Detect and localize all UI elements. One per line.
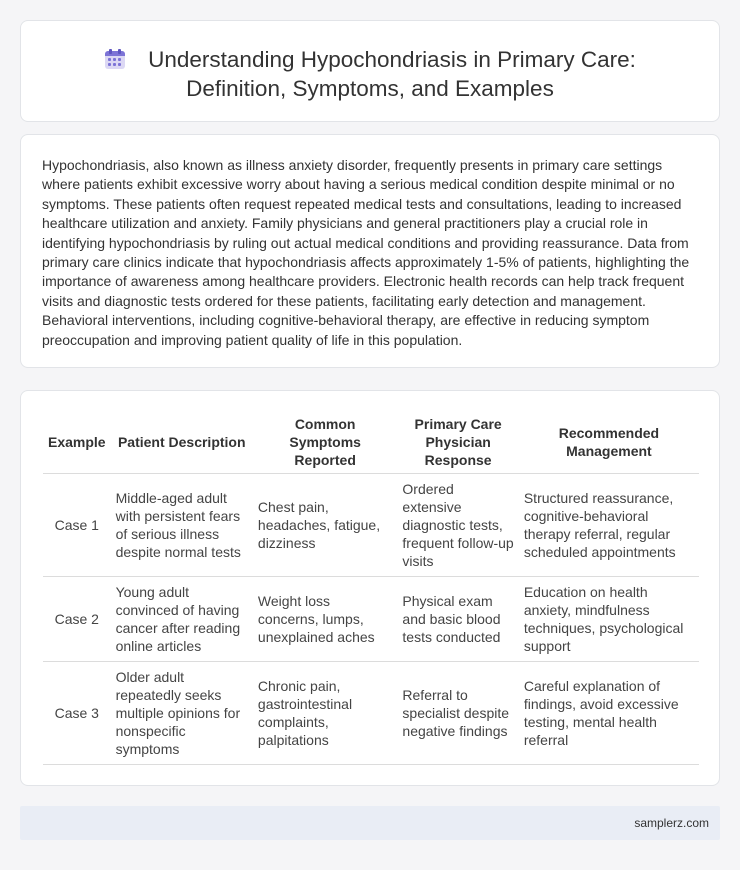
- cell-management: Structured reassurance, cognitive-behavioral therapy referral, regular scheduled appointments: [519, 473, 699, 576]
- cell-symptoms: Chronic pain, gastrointestinal complaints, palpitations: [253, 661, 398, 764]
- page-title-line1: Understanding Hypochondriasis in Primary Care:: [148, 47, 636, 72]
- cell-management: Education on health anxiety, mindfulness techniques, psychological support: [519, 576, 699, 661]
- cell-description: Young adult convinced of having cancer after reading online articles: [111, 576, 253, 661]
- page-title: [21, 45, 719, 103]
- calendar-icon: [104, 49, 126, 69]
- header-common-symptoms: Common Symptoms Reported: [253, 411, 398, 473]
- footer-site-link[interactable]: samplerz.com: [634, 816, 709, 830]
- title-card: [20, 20, 720, 122]
- table-card: [20, 390, 720, 786]
- header-example: Example: [43, 411, 111, 473]
- examples-table: [43, 411, 699, 765]
- footer: [20, 806, 720, 840]
- header-recommended-management: Recommended Management: [519, 411, 699, 473]
- intro-card: [20, 134, 720, 368]
- table-row: [43, 661, 699, 764]
- cell-description: Middle-aged adult with persistent fears of serious illness despite normal tests: [111, 473, 253, 576]
- cell-example: Case 3: [43, 661, 111, 764]
- table-row: [43, 473, 699, 576]
- intro-paragraph: Hypochondriasis, also known as illness anxiety disorder, frequently presents in primary care settings where patients exhibit excessive worry about having a serious medical condition despite minimal or no symptoms. These patients often request repeated medical tests and consultations, leading to increased healthcare utilization and anxiety. Family physicians and general practitioners play a crucial role in identifying hypochondriasis by ruling out actual medical conditions and providing reassurance. Data from primary care clinics indicate that hypochondriasis affects approximately 1-5% of patients, highlighting the importance of awareness among healthcare providers. Electronic health records can help track frequent visits and diagnostic tests ordered for these patients, facilitating early detection and management. Behavioral interventions, including cognitive-behavioral therapy, are effective in reducing symptom preoccupation and improving patient quality of life in this population.: [42, 157, 690, 348]
- page-title-line2: Definition, Symptoms, and Examples: [186, 76, 554, 101]
- cell-response: Physical exam and basic blood tests conducted: [397, 576, 518, 661]
- cell-response: Referral to specialist despite negative findings: [397, 661, 518, 764]
- cell-response: Ordered extensive diagnostic tests, frequent follow-up visits: [397, 473, 518, 576]
- table-header-row: [43, 411, 699, 473]
- table-row: [43, 576, 699, 661]
- cell-description: Older adult repeatedly seeks multiple opinions for nonspecific symptoms: [111, 661, 253, 764]
- cell-example: Case 2: [43, 576, 111, 661]
- header-physician-response: Primary Care Physician Response: [397, 411, 518, 473]
- cell-management: Careful explanation of findings, avoid excessive testing, mental health referral: [519, 661, 699, 764]
- cell-symptoms: Chest pain, headaches, fatigue, dizziness: [253, 473, 398, 576]
- cell-example: Case 1: [43, 473, 111, 576]
- header-patient-description: Patient Description: [111, 411, 253, 473]
- cell-symptoms: Weight loss concerns, lumps, unexplained aches: [253, 576, 398, 661]
